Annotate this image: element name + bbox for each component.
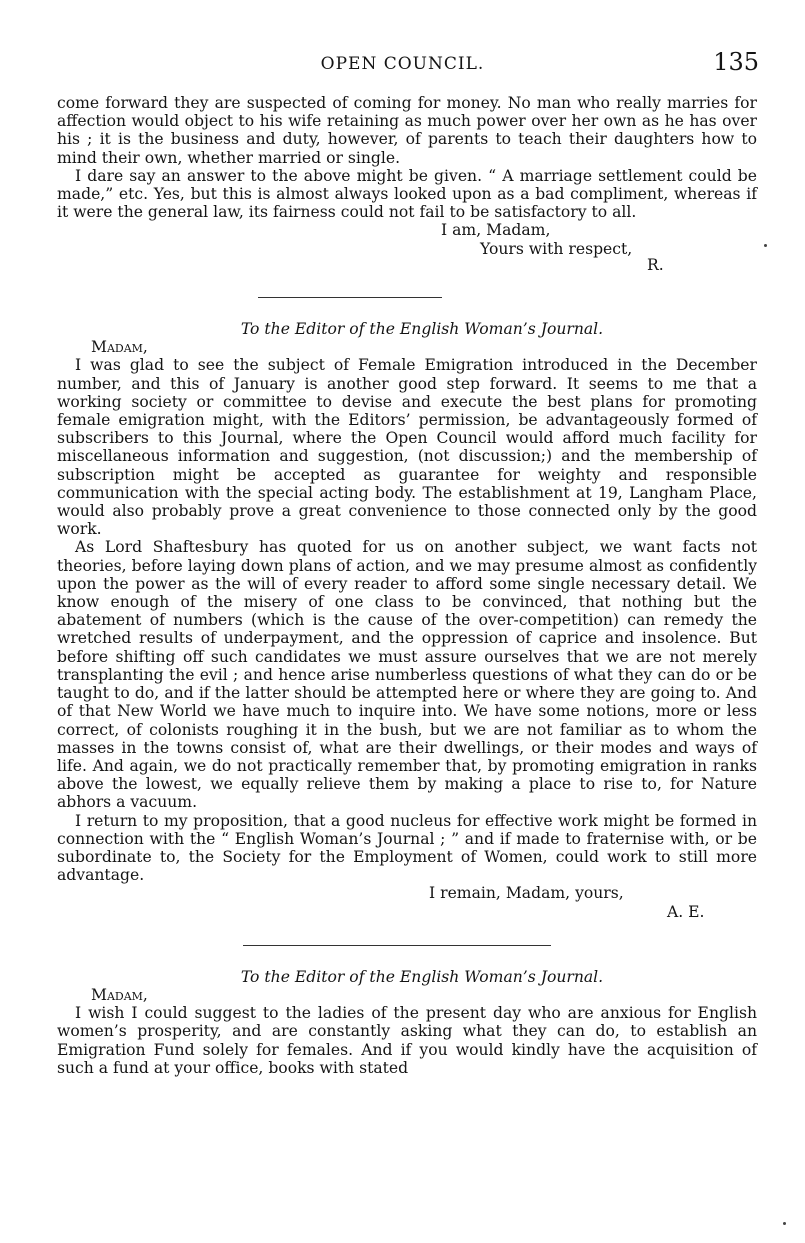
section-divider	[243, 945, 551, 946]
section-divider	[258, 297, 442, 298]
page-number: 135	[713, 48, 759, 76]
letter-ae-heading: To the Editor of the English Woman’s Journal.	[240, 320, 604, 339]
page-header	[0, 50, 805, 80]
letter-ae-initials: A. E.	[667, 902, 705, 921]
running-title: OPEN COUNCIL.	[320, 54, 485, 74]
letter-r-paragraph-2: I dare say an answer to the above might be given. “ A marriage settlement could be made,” etc. Yes, but this is almost always looked upon as a bad compliment, whereas if it were the general law, its fairness could not fail to be satisfactory to all.	[57, 166, 757, 222]
letter-ae-salutation: Madam,	[91, 338, 148, 357]
letter-r	[57, 94, 757, 274]
letter-r-paragraph-1: come forward they are suspected of coming for money. No man who really marries for affection would object to his wife retaining as much power over her own as he has over his ; it is the business and duty, however, of parents to teach their daughters how to mind their own, whether married or single.	[57, 94, 757, 167]
letter-third-paragraph-1: I wish I could suggest to the ladies of the present day who are anxious for English women’s prosperity, and are constantly asking what they can do, to establish an Emigration Fund solely for females. And if you would kindly have the acquisition of such a fund at your office, books with stated	[57, 1004, 757, 1077]
letter-third-heading: To the Editor of the English Woman’s Journal.	[240, 967, 604, 986]
letter-ae-paragraph-1: I was glad to see the subject of Female Emigration introduced in the December number, and this of January is another good step forward. It seems to me that a working society or committee to devise and execute the best plans for promoting female emigration might, with the Editors’ permission, be advantageously formed of subscribers to this Journal, where the Open Council would afford much facility for miscellaneous information and suggestion, (not discussion;) and the membership of subscription might be accepted as guarantee for weighty and responsible communication with the special acting body. The establishment at 19, Langham Place, would also probably prove a great convenience to those connected only by the good work.	[57, 356, 757, 539]
letter-ae-paragraph-2: As Lord Shaftesbury has quoted for us on another subject, we want facts not theories, before laying down plans of action, and we may presume almost as confidently upon the power as the will of every reader to afford some single necessary detail. We know enough of the misery of one class to be convinced, that nothing but the abatement of numbers (which is the cause of the over-competition) can remedy the wretched results of underpayment, and the oppression of caprice and insolence. But before shifting off such candidates we must assure ourselves that we are not merely transplanting the evil ; and hence arise numberless questions of what they can do or be taught to do, and if the latter should be attempted here or where they are going to. And of that New World we have much to inquire into. We have some notions, more or less correct, of colonists roughing it in the bush, but we are not familiar as to whom the masses in the towns consist of, what are their dwellings, or their modes and ways of life. And again, we do not practically remember that, by promoting emigration in ranks above the lowest, we equally relieve them by making a place to rise to, for Nature abhors a vacuum.	[57, 538, 757, 812]
page-body	[57, 94, 757, 1077]
letter-ae	[57, 320, 757, 921]
letter-r-signoff-line-1: I am, Madam,	[441, 221, 551, 240]
letter-r-signoff-line-2: Yours with respect,	[480, 239, 633, 258]
print-speck	[783, 1222, 786, 1225]
print-speck	[764, 244, 767, 247]
letter-third-salutation: Madam,	[91, 985, 148, 1004]
letter-ae-paragraph-3: I return to my proposition, that a good nucleus for effective work might be formed in connection with the “ English Woman’s Journal ; ” and if made to fraternise with, or be subordinate to, the Society for the Employment of Women, could work to still more advantage.	[57, 811, 757, 885]
letter-ae-signoff: I remain, Madam, yours,	[429, 884, 624, 903]
letter-r-initial: R.	[647, 255, 664, 274]
letter-third	[57, 968, 757, 1077]
